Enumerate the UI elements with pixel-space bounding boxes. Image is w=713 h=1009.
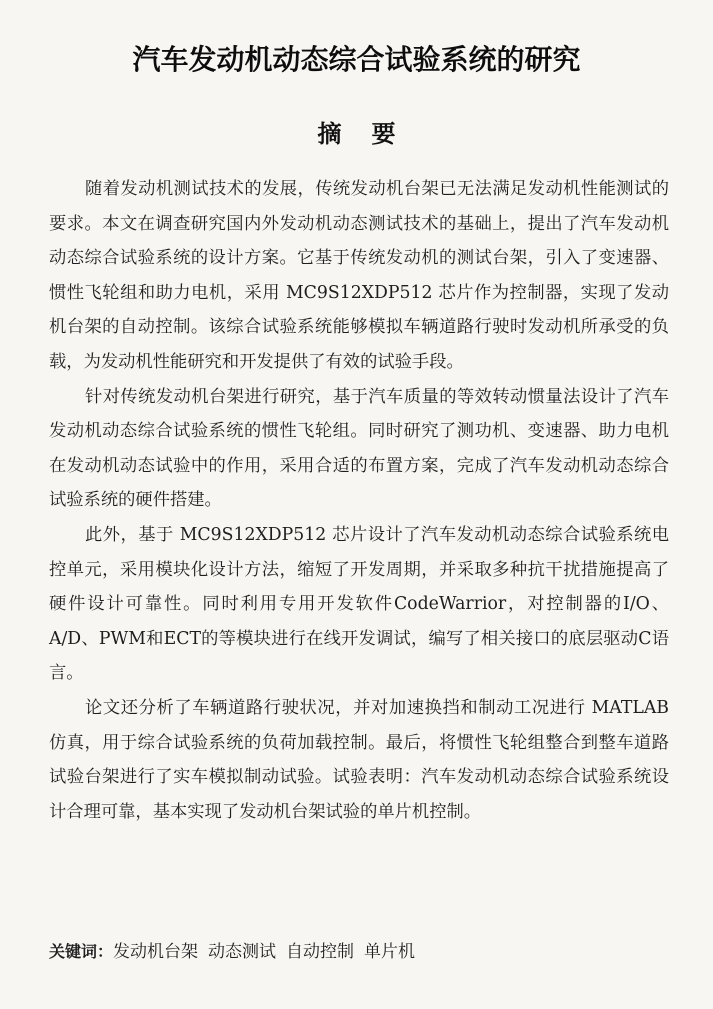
keywords-line [49,937,669,967]
abstract-paragraph-3: 此外，基于 MC9S12XDP512 芯片设计了汽车发动机动态综合试验系统电控单元，采用模块化设计方法，缩短了开发周期，并采取多种抗干扰措施提高了硬件设计可靠性。同时利用专用开发软件CodeWarrior，对控制器的I/O、A/D、PWM和ECT的等模块进行在线开发调试，编写了相关接口的底层驱动C语言。 [49,524,669,684]
abstract-body [49,172,669,829]
keyword: 发动机台架 [113,942,199,962]
keyword: 自动控制 [286,942,355,962]
paper-title: 汽车发动机动态综合试验系统的研究 [132,43,581,76]
abstract-paragraph-1: 随着发动机测试技术的发展，传统发动机台架已无法满足发动机性能测试的要求。本文在调查研究国内外发动机动态测试技术的基础上，提出了汽车发动机动态综合试验系统的设计方案。它基于传统发动机的测试台架，引入了变速器、惯性飞轮组和助力电机，采用 MC9S12XDP512 芯片作为控制器，实现了发动机台架的自动控制。该综合试验系统能够模拟车辆道路行驶时发动机所承受的负载，为发动机性能研究和开发提供了有效的试验手段。 [49,179,669,372]
keyword: 动态测试 [208,942,277,962]
abstract-heading: 摘要 [317,120,426,148]
abstract-paragraph-2: 针对传统发动机台架进行研究，基于汽车质量的等效转动惯量法设计了汽车发动机动态综合试验系统的惯性飞轮组。同时研究了测功机、变速器、助力电机在发动机动态试验中的作用，采用合适的布置方案，完成了汽车发动机动态综合试验系统的硬件搭建。 [49,386,669,511]
keywords-label: 关键词： [49,942,114,961]
abstract-paragraph-4: 论文还分析了车辆道路行驶状况，并对加速换挡和制动工况进行 MATLAB 仿真，用于综合试验系统的负荷加载控制。最后，将惯性飞轮组整合到整车道路试验台架进行了实车模拟制动试验。试验表明：汽车发动机动态综合试验系统设计合理可靠，基本实现了发动机台架试验的单片机控制。 [49,697,669,822]
keyword: 单片机 [364,942,416,962]
